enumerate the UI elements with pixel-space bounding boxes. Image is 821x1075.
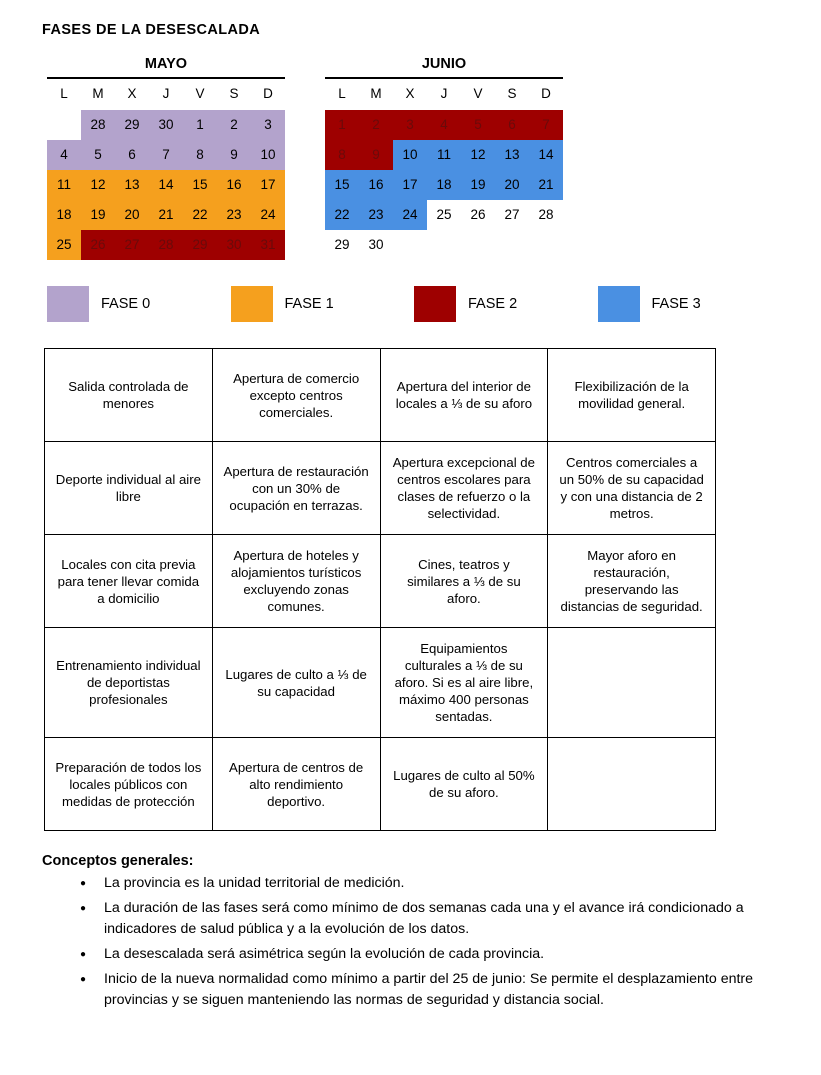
table-row	[45, 738, 716, 831]
calendar-title-junio: JUNIO	[325, 56, 563, 79]
calendar-day-cell: 10	[393, 140, 427, 170]
table-cell	[548, 628, 716, 738]
table-row	[45, 442, 716, 535]
calendar-day-cell: 24	[251, 200, 285, 230]
calendar-day-cell: 30	[149, 110, 183, 140]
weekday-label: X	[127, 86, 137, 101]
legend-label: FASE 3	[651, 296, 701, 312]
calendar-day-cell: 19	[461, 170, 495, 200]
calendar-day-cell: 29	[115, 110, 149, 140]
table-cell: Salida controlada de menores	[45, 349, 213, 442]
list-item: ● Inicio de la nueva normalidad como mínimo a partir del 25 de junio: Se permite el desplazamiento entre provincias y se siguen manteniendo las normas de seguridad y distancia social.	[80, 969, 781, 1011]
calendar-day-cell: 25	[47, 230, 81, 260]
weekday-label: V	[473, 86, 483, 101]
weekday-label: D	[541, 86, 551, 101]
calendar-day-cell: 30	[217, 230, 251, 260]
table-cell: Mayor aforo en restauración, preservando las distancias de seguridad.	[548, 535, 716, 628]
calendar-weekdays-junio	[325, 83, 563, 105]
calendar-day-cell: 15	[325, 170, 359, 200]
table-row	[45, 535, 716, 628]
calendars-section	[42, 56, 781, 260]
weekday-label: S	[507, 86, 517, 101]
table-cell: Apertura de hoteles y alojamientos turísticos excluyendo zonas comunes.	[212, 535, 380, 628]
legend-swatch-icon	[47, 286, 89, 322]
concepts-title: Conceptos generales:	[42, 853, 194, 869]
calendar-day-cell: 19	[81, 200, 115, 230]
table-cell: Lugares de culto a ⅓ de su capacidad	[212, 628, 380, 738]
calendar-day-cell: 4	[47, 140, 81, 170]
calendar-day-cell: 1	[183, 110, 217, 140]
general-concepts-section	[42, 853, 781, 1011]
calendar-day-cell: 13	[495, 140, 529, 170]
weekday-label: S	[229, 86, 239, 101]
weekday-label: V	[195, 86, 205, 101]
calendar-day-cell: 21	[529, 170, 563, 200]
calendar-day-cell: 31	[251, 230, 285, 260]
calendar-day-cell: 10	[251, 140, 285, 170]
legend-label: FASE 1	[284, 296, 334, 312]
calendar-day-cell: 14	[149, 170, 183, 200]
calendar-day-cell: 7	[529, 110, 563, 140]
table-row	[45, 349, 716, 442]
calendar-day-cell: 26	[470, 207, 486, 222]
calendar-day-cell: 14	[529, 140, 563, 170]
calendar-mayo	[47, 56, 285, 260]
table-cell: Flexibilización de la movilidad general.	[548, 349, 716, 442]
table-cell: Apertura de comercio excepto centros comerciales.	[212, 349, 380, 442]
calendar-day-cell: 12	[461, 140, 495, 170]
table-cell: Centros comerciales a un 50% de su capacidad y con una distancia de 2 metros.	[548, 442, 716, 535]
table-cell: Preparación de todos los locales públicos con medidas de protección	[45, 738, 213, 831]
calendar-day-cell: 22	[183, 200, 217, 230]
calendar-day-cell: 20	[115, 200, 149, 230]
concepts-list	[42, 873, 781, 1011]
table-cell: Locales con cita previa para tener llevar comida a domicilio	[45, 535, 213, 628]
calendar-junio	[325, 56, 563, 260]
table-cell	[548, 738, 716, 831]
calendar-grid-junio	[325, 110, 563, 260]
calendar-day-cell: 28	[149, 230, 183, 260]
calendar-day-cell: 30	[368, 237, 384, 252]
calendar-day-cell: 24	[393, 200, 427, 230]
table-cell: Apertura de restauración con un 30% de ocupación en terrazas.	[212, 442, 380, 535]
table-cell: Equipamientos culturales a ⅓ de su aforo. Si es al aire libre, máximo 400 personas sentadas.	[380, 628, 548, 738]
calendar-day-cell: 8	[183, 140, 217, 170]
table-cell: Cines, teatros y similares a ⅓ de su aforo.	[380, 535, 548, 628]
calendar-day-cell: 25	[436, 207, 452, 222]
calendar-day-cell: 6	[495, 110, 529, 140]
calendar-day-cell: 15	[183, 170, 217, 200]
list-item: ● La desescalada será asimétrica según la evolución de cada provincia.	[80, 944, 781, 965]
calendar-day-cell: 18	[47, 200, 81, 230]
table-cell: Apertura de centros de alto rendimiento deportivo.	[212, 738, 380, 831]
calendar-day-cell: 23	[359, 200, 393, 230]
calendar-day-cell: 3	[393, 110, 427, 140]
table-cell: Lugares de culto al 50% de su aforo.	[380, 738, 548, 831]
table-cell: Apertura del interior de locales a ⅓ de su aforo	[380, 349, 548, 442]
calendar-day-cell: 21	[149, 200, 183, 230]
calendar-day-cell: 23	[217, 200, 251, 230]
calendar-day-cell: 5	[81, 140, 115, 170]
weekday-label: J	[162, 86, 170, 101]
calendar-day-cell: 9	[217, 140, 251, 170]
weekday-label: X	[405, 86, 415, 101]
phase-measures-table	[44, 348, 716, 831]
calendar-weekdays-mayo	[47, 83, 285, 105]
calendar-day-cell: 2	[359, 110, 393, 140]
calendar-day-cell: 28	[538, 207, 554, 222]
page-title: FASES DE LA DESESCALADA	[42, 22, 261, 38]
calendar-day-cell: 2	[217, 110, 251, 140]
calendar-title-mayo: MAYO	[47, 56, 285, 79]
weekday-label: M	[370, 86, 382, 101]
legend-item-fase-0	[47, 286, 231, 322]
legend-swatch-icon	[414, 286, 456, 322]
calendar-day-cell: 27	[115, 230, 149, 260]
phase-legend	[47, 286, 781, 322]
list-item: ● La duración de las fases será como mínimo de dos semanas cada una y el avance irá condicionado a indicadores de salud pública y a la evolución de los datos.	[80, 898, 781, 940]
table-cell: Apertura excepcional de centros escolares para clases de refuerzo o la selectividad.	[380, 442, 548, 535]
legend-swatch-icon	[231, 286, 273, 322]
calendar-day-cell: 11	[47, 170, 81, 200]
calendar-day-cell: 11	[427, 140, 461, 170]
calendar-day-cell: 26	[81, 230, 115, 260]
calendar-day-cell: 13	[115, 170, 149, 200]
list-item: ● La provincia es la unidad territorial de medición.	[80, 873, 781, 894]
calendar-day-cell: 6	[115, 140, 149, 170]
table-cell: Entrenamiento individual de deportistas profesionales	[45, 628, 213, 738]
weekday-label: J	[440, 86, 448, 101]
calendar-day-cell: 7	[149, 140, 183, 170]
calendar-day-cell: 16	[359, 170, 393, 200]
calendar-day-cell: 22	[325, 200, 359, 230]
calendar-day-cell: 12	[81, 170, 115, 200]
legend-item-fase-2	[414, 286, 598, 322]
calendar-day-cell: 5	[461, 110, 495, 140]
calendar-day-cell: 28	[81, 110, 115, 140]
calendar-day-cell: 29	[334, 237, 350, 252]
calendar-day-cell: 3	[251, 110, 285, 140]
calendar-day-cell: 9	[359, 140, 393, 170]
calendar-day-cell: 1	[325, 110, 359, 140]
weekday-label: M	[92, 86, 104, 101]
calendar-day-cell: 17	[251, 170, 285, 200]
weekday-label: L	[60, 86, 68, 101]
calendar-day-cell: 16	[217, 170, 251, 200]
weekday-label: L	[338, 86, 346, 101]
table-cell: Deporte individual al aire libre	[45, 442, 213, 535]
calendar-day-cell: 8	[325, 140, 359, 170]
legend-label: FASE 2	[468, 296, 518, 312]
legend-swatch-icon	[598, 286, 640, 322]
calendar-day-cell: 17	[393, 170, 427, 200]
calendar-day-cell: 20	[495, 170, 529, 200]
calendar-day-cell: 29	[183, 230, 217, 260]
calendar-day-cell: 4	[427, 110, 461, 140]
calendar-day-cell: 27	[504, 207, 520, 222]
legend-label: FASE 0	[101, 296, 151, 312]
calendar-day-cell: 18	[427, 170, 461, 200]
calendar-grid-mayo	[47, 110, 285, 260]
calendar-day-cell	[47, 110, 81, 140]
table-row	[45, 628, 716, 738]
weekday-label: D	[263, 86, 273, 101]
legend-item-fase-3	[598, 286, 782, 322]
legend-item-fase-1	[231, 286, 415, 322]
